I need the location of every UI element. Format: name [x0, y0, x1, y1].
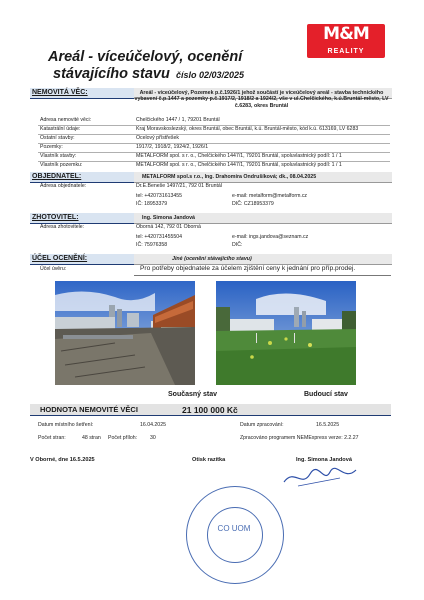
value-label: HODNOTA NEMOVITÉ VĚCI: [40, 405, 138, 414]
contractor-address: Oborná 142, 792 01 Oborná: [136, 224, 201, 230]
divider: [38, 134, 390, 135]
address-label: Adresa nemovité věci:: [40, 117, 92, 123]
value-amount: 21 100 000 Kč: [182, 405, 238, 415]
property-section-header: NEMOVITÁ VĚC:: [30, 88, 135, 99]
divider: [134, 275, 391, 276]
program-version: Zpracováno programem NEMExpress verze: 2.2.27: [240, 435, 359, 441]
building-owner-value: METALFORM spol. s r. o., Chelčického 1447/1, 79201 Bruntál, spoluvlastnický podíl: 1 / 1: [136, 153, 342, 159]
cadastral-label: Katastrální údaje:: [40, 126, 81, 132]
future-state-caption: Budoucí stav: [304, 391, 348, 398]
other-buildings-label: Ostatní stavby:: [40, 135, 75, 141]
purpose-label: Účel úvěru:: [40, 266, 67, 272]
client-dic: DIČ: CZ18953379: [232, 201, 274, 207]
contractor-phone: tel: +420731455504: [136, 234, 183, 240]
attachments-value: 30: [150, 435, 156, 441]
future-state-photo: [216, 281, 356, 385]
official-stamp-inner-ring: [207, 507, 263, 563]
client-email: e-mail: metalform@metalform.cz: [232, 193, 308, 199]
place-date: V Oborné, dne 16.5.2025: [30, 457, 95, 463]
contractor-email: e-mail: ings.jandova@seznam.cz: [232, 234, 309, 240]
land-owner-value: METALFORM spol. s r. o., Chelčického 1447/1, 79201 Bruntál, spoluvlastnický podíl: 1 / 1: [136, 162, 342, 168]
logo-sub-text: REALITY: [327, 48, 365, 55]
purpose-section-header: ÚČEL OCENĚNÍ:: [30, 254, 135, 265]
client-address-label: Adresa objednatele:: [40, 183, 87, 189]
inspection-date: 16.04.2025: [140, 422, 166, 428]
stamp-label: Otisk razítka: [192, 457, 226, 463]
address-value: Chelčického 1447 / 1, 79201 Bruntál: [136, 117, 220, 123]
handwritten-signature: [280, 464, 360, 490]
plots-label: Pozemky:: [40, 144, 63, 150]
pages-value: 48 stran: [82, 435, 101, 441]
attachments-label: Počet příloh:: [108, 435, 138, 441]
valuation-type: Jiné (ocenění stávajícího stavu): [172, 256, 252, 262]
inspection-date-label: Datum místního šetření:: [38, 422, 94, 428]
client-address: Dr.E.Beneše 1497/21, 792 01 Bruntál: [136, 183, 222, 189]
contractor-ico: IČ: 75976358: [136, 242, 168, 248]
page-title-line1: Areál - víceúčelový, ocenění: [48, 49, 243, 65]
purpose-value: Pro potřeby objednatele za účelem zjištění ceny k jednání pro příp.prodej.: [140, 265, 356, 272]
contractor-name: Ing. Simona Jandová: [142, 215, 195, 221]
logo-main-text: M&M: [323, 24, 369, 44]
contractor-section-header: ZHOTOVITEL:: [30, 213, 135, 224]
building-owner-label: Vlastník stavby:: [40, 153, 77, 159]
processing-date: 16.5.2025: [316, 422, 340, 428]
client-section-header: OBJEDNATEL:: [30, 172, 135, 183]
pages-label: Počet stran:: [38, 435, 66, 441]
signature-name: Ing. Simona Jandová: [296, 457, 352, 463]
cadastral-value: Kraj Moravskoslezský, okres Bruntál, obec Bruntál, k.ú. Bruntál-město, kód k.ú. 613169, LV 6283: [136, 126, 359, 132]
processing-date-label: Datum zpracování:: [240, 422, 284, 428]
page-title-line2: stávajícího stavu: [53, 66, 170, 82]
contractor-address-label: Adresa zhotovitele:: [40, 224, 85, 230]
stamp-text: CO UOM: [217, 524, 251, 533]
divider: [38, 143, 390, 144]
land-owner-label: Vlastník pozemku:: [40, 162, 83, 168]
current-state-caption: Současný stav: [168, 391, 218, 398]
client-name: METALFORM spol.s r.o., Ing. Drahomíra Ondrušíková; dk., 08.04.2025: [142, 174, 317, 180]
document-number: číslo 02/03/2025: [176, 70, 245, 80]
contractor-dic: DIČ:: [232, 242, 243, 248]
plots-value: 1917/2, 1918/2, 1924/2, 1926/1: [136, 144, 209, 150]
other-buildings-value: Ocelový přístřešek: [136, 135, 179, 141]
current-state-photo: [55, 281, 195, 385]
client-ico: IČ: 18953379: [136, 201, 168, 207]
property-description: Areál - víceúčelový, Pozemek p.č.1926/1 jehož součástí je víceúčelový areál - stavba technického vybavení č.p.1447 a pozemky p.č.1917/2, 1918/2 a 1924/2, vše v ul.Chelčického, k.ú.Bruntál-město, LV č.6283, okres Bruntál: [134, 90, 389, 109]
client-phone: tel: +420731613455: [136, 193, 183, 199]
